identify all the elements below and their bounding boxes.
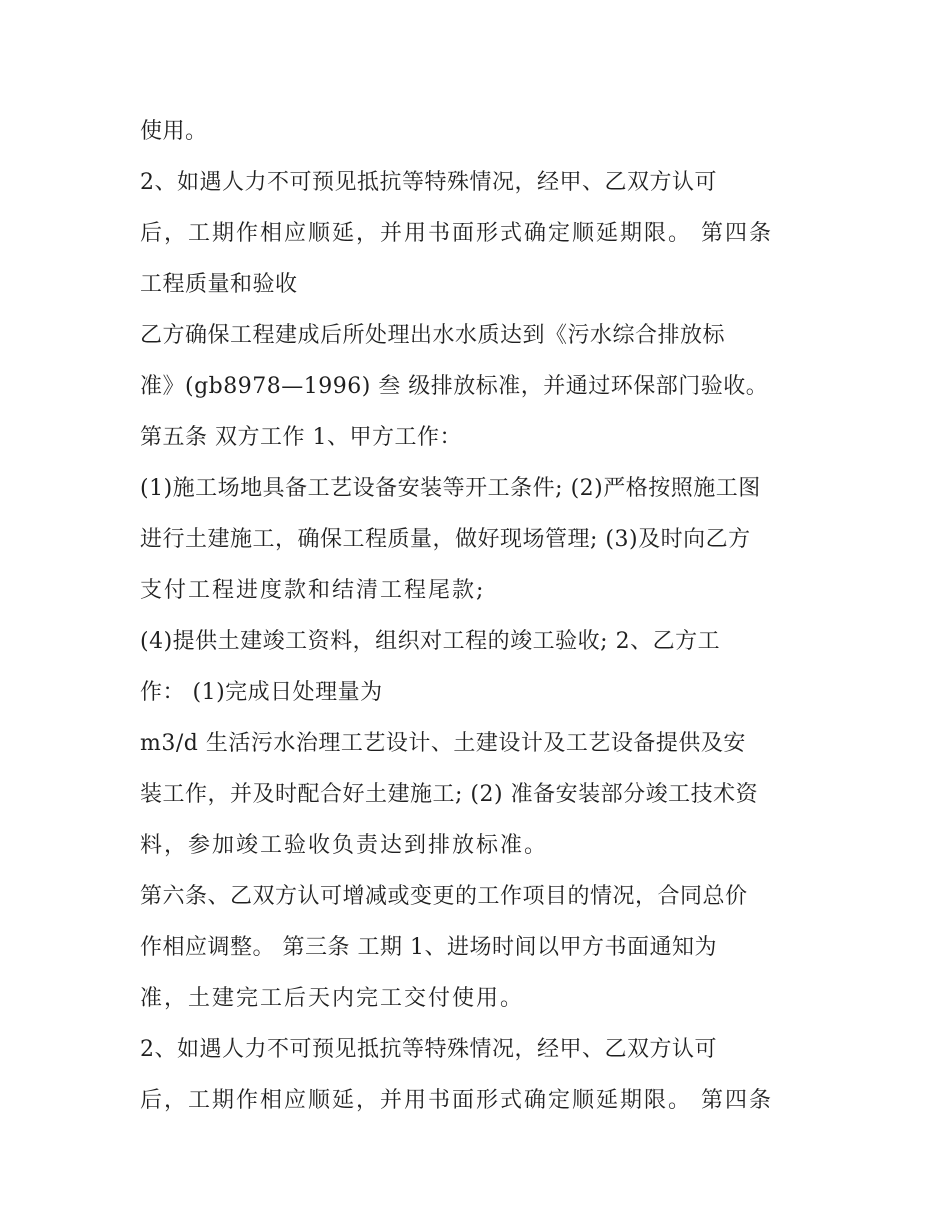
text-line: 作： (1)完成日处理量为 — [140, 680, 383, 705]
text-line: 后，工期作相应顺延，并用书面形式确定顺延期限。 第四条 — [140, 221, 773, 246]
text-line: (1)施工场地具备工艺设备安装等开工条件; (2)严格按照施工图 — [140, 476, 761, 501]
text-line: 工程质量和验收 — [140, 272, 298, 297]
text-line: 第五条 双方工作 1、甲方工作： — [140, 425, 462, 450]
text-line: 乙方确保工程建成后所处理出水水质达到《污水综合排放标 — [140, 323, 726, 348]
text-line: 使用。 — [140, 119, 208, 144]
text-line: 进行土建施工，确保工程质量，做好现场管理; (3)及时向乙方 — [140, 527, 751, 552]
text-line: (4)提供土建竣工资料，组织对工程的竣工验收; 2、乙方工 — [140, 629, 721, 654]
text-line: m3/d 生活污水治理工艺设计、土建设计及工艺设备提供及安 — [140, 731, 746, 756]
text-line: 准》(gb8978—1996) 叁 级排放标准，并通过环保部门验收。 — [140, 374, 769, 399]
text-line: 支付工程进度款和结清工程尾款; — [140, 578, 486, 603]
text-line: 装工作，并及时配合好土建施工; (2) 准备安装部分竣工技术资 — [140, 782, 759, 807]
text-line: 2、如遇人力不可预见抵抗等特殊情况，经甲、乙双方认可 — [140, 170, 717, 195]
text-line: 后，工期作相应顺延，并用书面形式确定顺延期限。 第四条 — [140, 1088, 773, 1113]
document-body — [140, 106, 820, 1126]
text-line: 第六条、乙双方认可增减或变更的工作项目的情况，合同总价 — [140, 884, 748, 909]
text-line: 2、如遇人力不可预见抵抗等特殊情况，经甲、乙双方认可 — [140, 1037, 717, 1062]
text-line: 料，参加竣工验收负责达到排放标准。 — [140, 833, 549, 858]
text-line: 准，土建完工后天内完工交付使用。 — [140, 986, 525, 1011]
text-line: 作相应调整。 第三条 工期 1、进场时间以甲方书面通知为 — [140, 935, 717, 960]
